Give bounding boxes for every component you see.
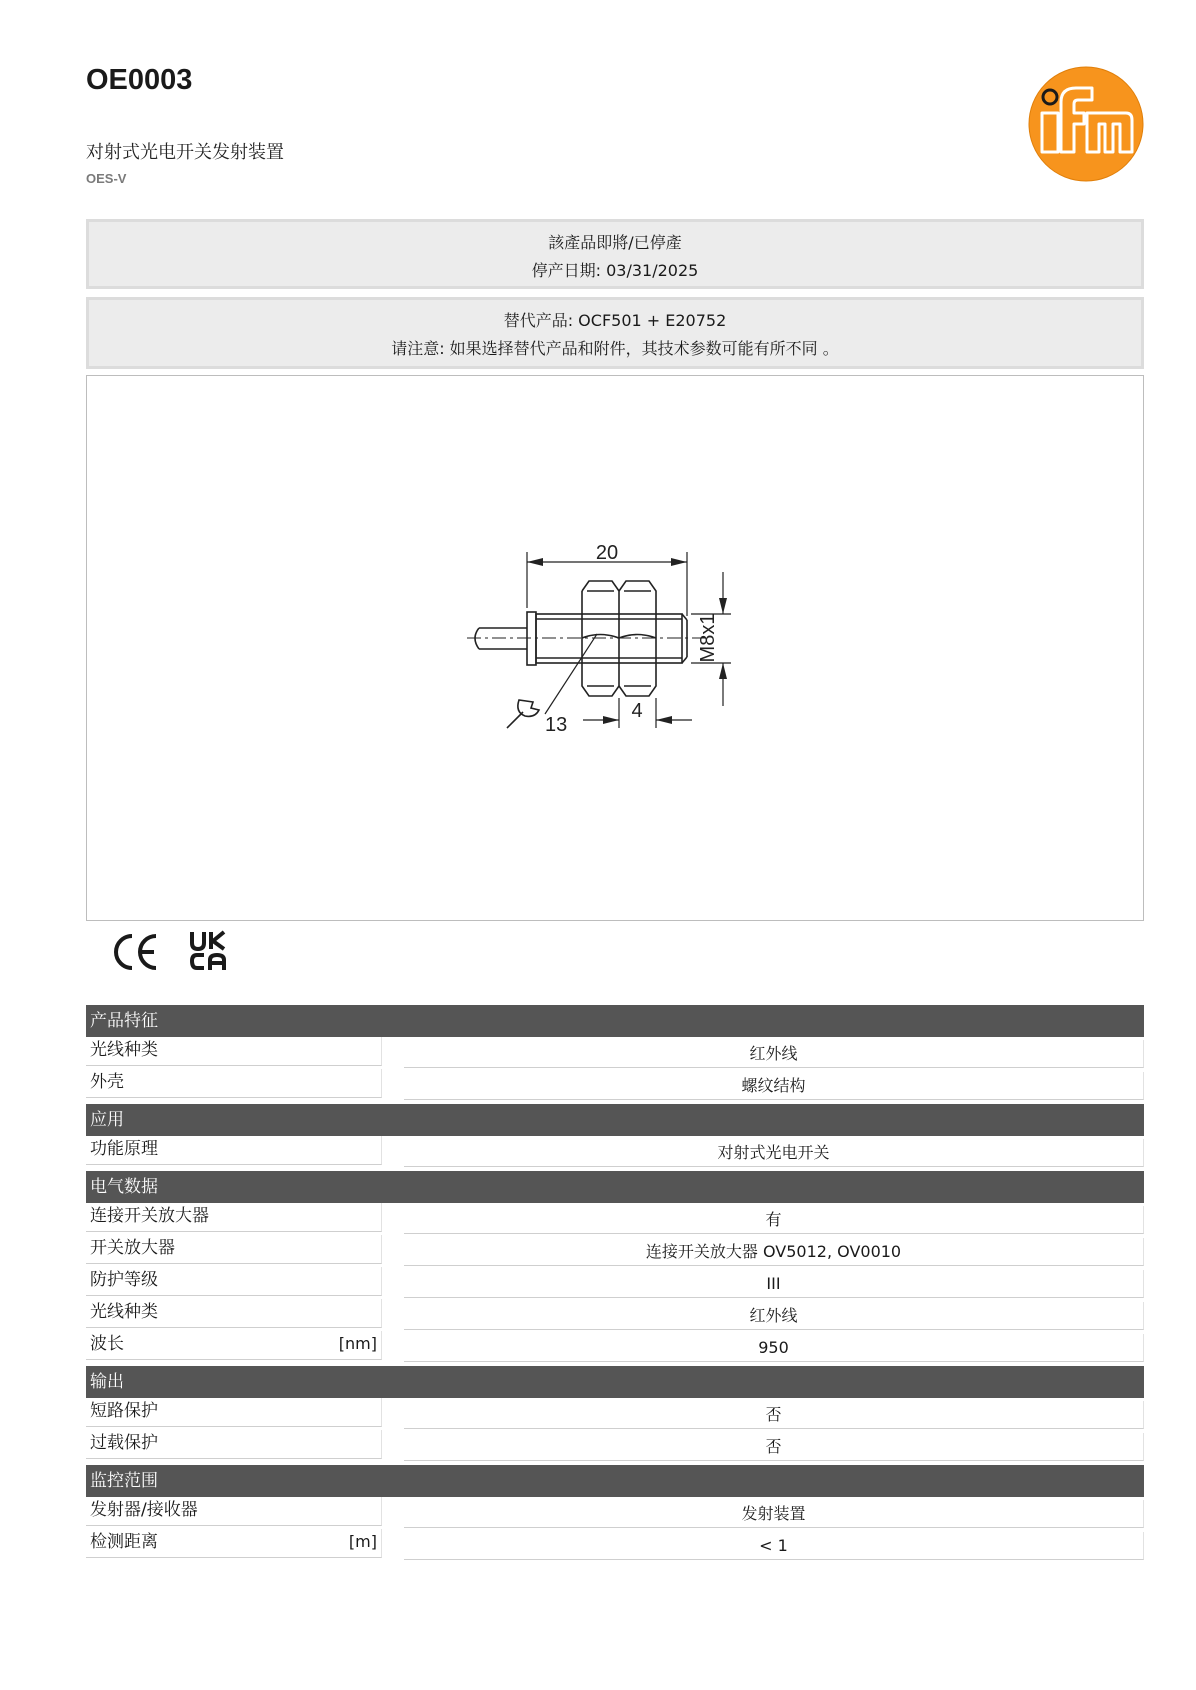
discontinued-date: 停产日期: 03/31/2025 [531, 261, 699, 280]
spec-value: < 1 [404, 1532, 1144, 1560]
certification-marks [112, 930, 242, 974]
spec-value: 红外线 [404, 1302, 1144, 1330]
spec-row [86, 1497, 1144, 1529]
spec-value: 发射装置 [404, 1500, 1144, 1528]
replacement-warning: 请注意: 如果选择替代产品和附件，其技术参数可能有所不同 。 [391, 339, 839, 358]
ifm-logo [1028, 66, 1144, 182]
product-description: 对射式光电开关发射装置 [86, 142, 284, 163]
spec-value: 否 [404, 1401, 1144, 1429]
spec-label: 光线种类 [86, 1299, 382, 1328]
spec-row [86, 1037, 1144, 1069]
section-header: 输出 [86, 1366, 1144, 1398]
spec-label: 短路保护 [86, 1398, 382, 1427]
replacement-products: 替代产品: OCF501 + E20752 [503, 311, 727, 330]
spec-value: 连接开关放大器 OV5012, OV0010 [404, 1238, 1144, 1266]
spec-label: 功能原理 [86, 1136, 382, 1165]
spec-value: III [404, 1270, 1144, 1298]
dim-wrench-label: 13 [545, 714, 568, 736]
spec-label: 光线种类 [86, 1037, 382, 1066]
dimension-drawing-frame [86, 375, 1144, 921]
spec-label: 外壳 [86, 1069, 382, 1098]
product-code: OE0003 [86, 64, 193, 96]
spec-row [86, 1331, 1144, 1363]
spec-row [86, 1235, 1144, 1267]
section-header: 应用 [86, 1104, 1144, 1136]
spec-value: 950 [404, 1334, 1144, 1362]
spec-row [86, 1299, 1144, 1331]
spec-row [86, 1430, 1144, 1462]
spec-label: 过载保护 [86, 1430, 382, 1459]
spec-row [86, 1267, 1144, 1299]
dim-thread-label: M8x1 [697, 613, 719, 663]
discontinued-notice [86, 219, 1144, 289]
dim-length-label: 20 [595, 542, 619, 564]
section-header: 产品特征 [86, 1005, 1144, 1037]
type-code: OES-V [86, 171, 127, 186]
spec-value: 螺纹结构 [404, 1072, 1144, 1100]
spec-value: 否 [404, 1433, 1144, 1461]
spec-label: 波长 [nm] [86, 1331, 382, 1360]
spec-row [86, 1398, 1144, 1430]
spec-row [86, 1069, 1144, 1101]
spec-label: 开关放大器 [86, 1235, 382, 1264]
spec-row [86, 1203, 1144, 1235]
section-header: 电气数据 [86, 1171, 1144, 1203]
ce-mark-icon [116, 936, 156, 968]
spec-label: 检测距离 [m] [86, 1529, 382, 1558]
ukca-mark-icon [192, 932, 224, 970]
spec-row [86, 1136, 1144, 1168]
dim-nut-label: 4 [631, 700, 643, 722]
wrench-icon [507, 700, 539, 728]
spec-value: 红外线 [404, 1040, 1144, 1068]
spec-value: 对射式光电开关 [404, 1139, 1144, 1167]
spec-label: 防护等级 [86, 1267, 382, 1296]
spec-value: 有 [404, 1206, 1144, 1234]
spec-table [86, 1005, 1144, 1561]
discontinued-text: 該產品即將/已停產 [548, 233, 682, 252]
spec-label: 发射器/接收器 [86, 1497, 382, 1526]
spec-row [86, 1529, 1144, 1561]
dimension-drawing [87, 376, 1145, 922]
spec-label: 连接开关放大器 [86, 1203, 382, 1232]
section-header: 监控范围 [86, 1465, 1144, 1497]
replacement-notice [86, 297, 1144, 369]
